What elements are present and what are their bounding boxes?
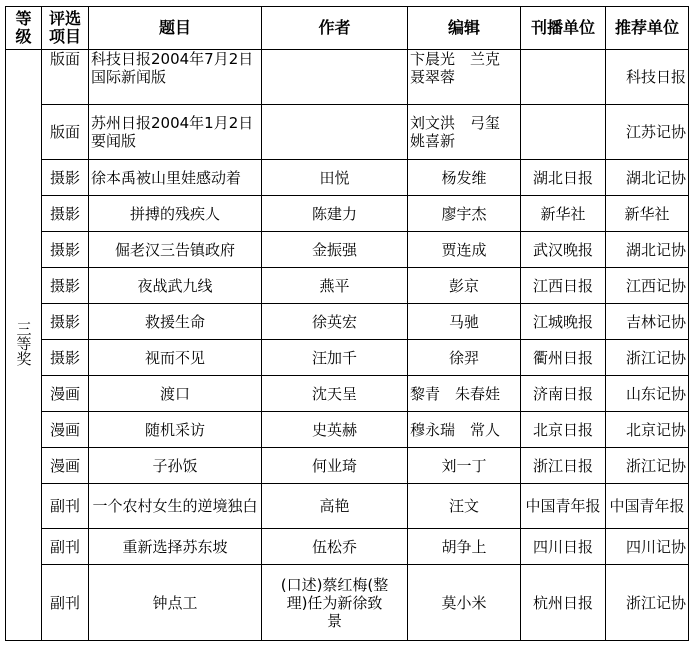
editor-cell: 黎青 朱春娃 xyxy=(408,376,521,412)
recommender-cell: 山东记协 xyxy=(606,376,689,412)
recommender-cell: 浙江记协 xyxy=(606,448,689,484)
title-cell: 夜战武九线 xyxy=(89,268,262,304)
publisher-cell: 江城晚报 xyxy=(521,304,606,340)
category-cell: 版面 xyxy=(42,105,89,160)
header-author: 作者 xyxy=(262,7,408,50)
title-cell: 苏州日报2004年1月2日要闻版 xyxy=(89,105,262,160)
table-row xyxy=(6,160,689,196)
table-row xyxy=(6,232,689,268)
recommender-cell: 中国青年报 xyxy=(606,484,689,529)
author-cell: 高艳 xyxy=(262,484,408,529)
editor-cell: 胡争上 xyxy=(408,529,521,565)
editor-cell: 汪文 xyxy=(408,484,521,529)
publisher-cell xyxy=(521,50,606,105)
editor-cell: 杨发维 xyxy=(408,160,521,196)
recommender-cell: 科技日报 xyxy=(606,50,689,105)
title-cell: 钟点工 xyxy=(89,565,262,641)
category-cell: 漫画 xyxy=(42,376,89,412)
table-row xyxy=(6,448,689,484)
publisher-cell: 武汉晚报 xyxy=(521,232,606,268)
author-cell: 沈天呈 xyxy=(262,376,408,412)
table-row xyxy=(6,529,689,565)
publisher-cell: 杭州日报 xyxy=(521,565,606,641)
grade-cell xyxy=(6,50,42,641)
recommender-cell: 吉林记协 xyxy=(606,304,689,340)
editor-cell: 穆永瑞 常人 xyxy=(408,412,521,448)
table-row xyxy=(6,196,689,232)
grade-label: 三等奖 xyxy=(14,320,33,366)
author-cell xyxy=(262,105,408,160)
editor-cell: 莫小米 xyxy=(408,565,521,641)
table-row xyxy=(6,565,689,641)
header-editor: 编辑 xyxy=(408,7,521,50)
recommender-cell: 江苏记协 xyxy=(606,105,689,160)
editor-cell: 徐羿 xyxy=(408,340,521,376)
recommender-cell: 四川记协 xyxy=(606,529,689,565)
publisher-cell: 四川日报 xyxy=(521,529,606,565)
category-cell: 摄影 xyxy=(42,268,89,304)
author-cell: 燕平 xyxy=(262,268,408,304)
publisher-cell xyxy=(521,105,606,160)
category-cell: 摄影 xyxy=(42,340,89,376)
editor-cell: 廖宇杰 xyxy=(408,196,521,232)
table-row xyxy=(6,484,689,529)
publisher-cell: 新华社 xyxy=(521,196,606,232)
title-cell: 重新选择苏东坡 xyxy=(89,529,262,565)
awards-table xyxy=(5,6,689,641)
category-cell: 副刊 xyxy=(42,529,89,565)
table-row xyxy=(6,412,689,448)
editor-cell: 马驰 xyxy=(408,304,521,340)
title-cell: 渡口 xyxy=(89,376,262,412)
table-row xyxy=(6,304,689,340)
header-publisher: 刊播单位 xyxy=(521,7,606,50)
category-cell: 漫画 xyxy=(42,412,89,448)
recommender-cell: 新华社 xyxy=(606,196,689,232)
header-category: 评选项目 xyxy=(42,7,89,50)
recommender-cell: 北京记协 xyxy=(606,412,689,448)
header-title: 题目 xyxy=(89,7,262,50)
category-cell: 副刊 xyxy=(42,484,89,529)
author-cell: 汪加千 xyxy=(262,340,408,376)
category-cell: 摄影 xyxy=(42,304,89,340)
title-cell: 一个农村女生的逆境独白 xyxy=(89,484,262,529)
title-cell: 子孙饭 xyxy=(89,448,262,484)
category-cell: 版面 xyxy=(42,50,89,105)
author-cell: 史英赫 xyxy=(262,412,408,448)
table-row xyxy=(6,376,689,412)
publisher-cell: 中国青年报 xyxy=(521,484,606,529)
category-cell: 摄影 xyxy=(42,196,89,232)
author-cell: 田悦 xyxy=(262,160,408,196)
recommender-cell: 湖北记协 xyxy=(606,232,689,268)
title-cell: 倔老汉三告镇政府 xyxy=(89,232,262,268)
title-cell: 救援生命 xyxy=(89,304,262,340)
editor-cell: 刘文洪 弓玺 姚喜新 xyxy=(408,105,521,160)
recommender-cell: 浙江记协 xyxy=(606,340,689,376)
author-cell: 徐英宏 xyxy=(262,304,408,340)
title-cell: 视而不见 xyxy=(89,340,262,376)
category-cell: 摄影 xyxy=(42,232,89,268)
author-cell: (口述)蔡红梅(整理)任为新徐致景 xyxy=(262,565,408,641)
category-cell: 漫画 xyxy=(42,448,89,484)
publisher-cell: 济南日报 xyxy=(521,376,606,412)
title-cell: 随机采访 xyxy=(89,412,262,448)
table-row xyxy=(6,340,689,376)
author-cell: 金振强 xyxy=(262,232,408,268)
title-cell: 徐本禹被山里娃感动着 xyxy=(89,160,262,196)
category-cell: 摄影 xyxy=(42,160,89,196)
editor-cell: 刘一丁 xyxy=(408,448,521,484)
publisher-cell: 湖北日报 xyxy=(521,160,606,196)
recommender-cell: 浙江记协 xyxy=(606,565,689,641)
publisher-cell: 江西日报 xyxy=(521,268,606,304)
recommender-cell: 江西记协 xyxy=(606,268,689,304)
category-cell: 副刊 xyxy=(42,565,89,641)
header-grade: 等级 xyxy=(6,7,42,50)
editor-cell: 彭京 xyxy=(408,268,521,304)
editor-cell: 贾连成 xyxy=(408,232,521,268)
publisher-cell: 衢州日报 xyxy=(521,340,606,376)
author-cell: 陈建力 xyxy=(262,196,408,232)
publisher-cell: 北京日报 xyxy=(521,412,606,448)
recommender-cell: 湖北记协 xyxy=(606,160,689,196)
title-cell: 科技日报2004年7月2日国际新闻版 xyxy=(89,50,262,105)
author-cell: 何业琦 xyxy=(262,448,408,484)
table-row xyxy=(6,105,689,160)
table-row xyxy=(6,268,689,304)
author-cell xyxy=(262,50,408,105)
table-row xyxy=(6,50,689,105)
editor-cell: 卞晨光 兰克 聂翠蓉 xyxy=(408,50,521,105)
header-row xyxy=(6,7,689,50)
header-recommender: 推荐单位 xyxy=(606,7,689,50)
author-cell: 伍松乔 xyxy=(262,529,408,565)
publisher-cell: 浙江日报 xyxy=(521,448,606,484)
title-cell: 拼搏的残疾人 xyxy=(89,196,262,232)
